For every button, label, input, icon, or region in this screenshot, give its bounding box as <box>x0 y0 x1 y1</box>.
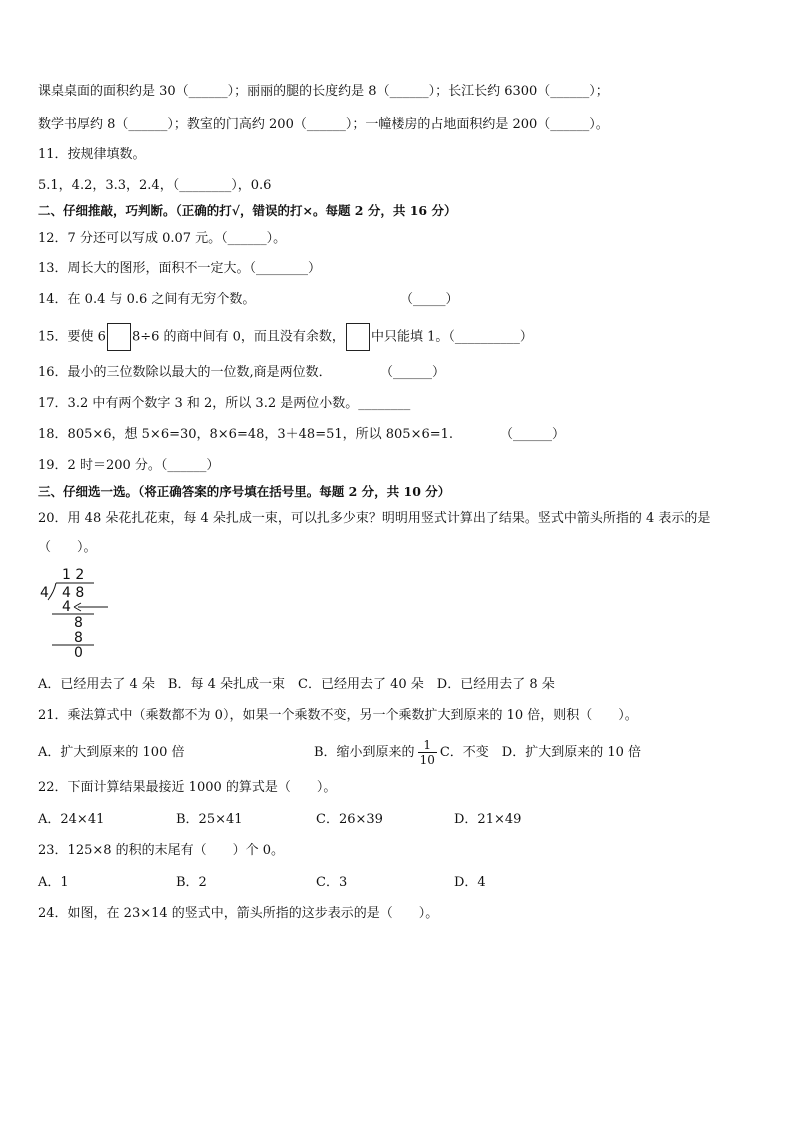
unit-fill-line-1: 课桌桌面的面积约是 30（______）；丽丽的腿的长度约是 8（______）；长江长约 6300（______）； <box>38 84 609 99</box>
question-19: 19．2 时＝200 分。（______） <box>38 458 220 473</box>
section-2-title: 二、仔细推敲，巧判断。（正确的打√，错误的打×。每题 2 分，共 16 分） <box>38 203 457 218</box>
division-lines <box>36 566 116 662</box>
question-21-options-cd: C．不变 D．扩大到原来的 10 倍 <box>439 745 642 760</box>
division-step-3: 8 <box>74 630 83 646</box>
question-15-part-a: 15．要使 6 <box>38 329 106 345</box>
question-15 <box>38 323 533 352</box>
question-20: 20．用 48 朵花扎花束，每 4 朵扎成一束，可以扎多少束？明明用竖式计算出了结果。竖式中箭头所指的 4 表示的是 <box>38 511 711 526</box>
fraction-denominator: 10 <box>419 753 435 767</box>
division-step-2: 8 <box>74 615 83 631</box>
question-16-blank: （______） <box>380 365 446 380</box>
division-divisor: 4 <box>40 585 49 601</box>
digit-box <box>107 323 131 351</box>
division-remainder: 0 <box>74 645 83 661</box>
question-16: 16．最小的三位数除以最大的一位数,商是两位数． <box>38 365 332 380</box>
question-15-part-b: 8÷6 的商中间有 0，而且没有余数， <box>131 329 345 345</box>
fraction <box>418 738 437 767</box>
question-22-option-b: B．25×41 <box>176 812 243 827</box>
question-12: 12．7 分还可以写成 0.07 元。（______）。 <box>38 231 287 246</box>
question-14: 14．在 0.4 与 0.6 之间有无穷个数。 <box>38 292 256 307</box>
question-22-option-c: C．26×39 <box>316 812 383 827</box>
digit-box <box>346 323 370 351</box>
question-23-option-a: A．1 <box>38 875 69 890</box>
fraction-numerator: 1 <box>418 738 437 753</box>
question-11: 11．按规律填数。 <box>38 147 146 162</box>
question-18-blank: （______） <box>500 427 566 442</box>
question-22: 22．下面计算结果最接近 1000 的算式是（ ）。 <box>38 780 337 795</box>
question-20-options: A．已经用去了 4 朵 B．每 4 朵扎成一束 C．已经用去了 40 朵 D．已经用去了 8 朵 <box>38 677 555 692</box>
long-division-figure <box>36 566 116 662</box>
division-step-1: 4 <box>62 599 71 615</box>
unit-fill-line-2: 数学书厚约 8（______）；教室的门高约 200（______）；一幢楼房的占地面积约是 200（______）。 <box>38 117 609 132</box>
question-21-option-b-text: B．缩小到原来的 <box>314 745 415 760</box>
question-21-option-a: A．扩大到原来的 100 倍 <box>38 745 185 760</box>
question-14-blank: （_____） <box>400 292 459 307</box>
question-13: 13．周长大的图形，面积不一定大。（________） <box>38 261 322 276</box>
section-3-title: 三、仔细选一选。（将正确答案的序号填在括号里。每题 2 分，共 10 分） <box>38 484 451 499</box>
question-23-option-c: C．3 <box>316 875 348 890</box>
question-15-part-c: 中只能填 1。（__________） <box>370 329 533 345</box>
question-22-option-d: D．21×49 <box>454 812 522 827</box>
question-24: 24．如图，在 23×14 的竖式中，箭头所指的这步表示的是（ ）。 <box>38 906 439 921</box>
question-17: 17．3.2 中有两个数字 3 和 2，所以 3.2 是两位小数。________ <box>38 396 411 411</box>
question-20-paren: （ ）。 <box>38 540 97 555</box>
division-dividend: 4 8 <box>62 585 85 601</box>
question-11-sequence: 5.1，4.2，3.3，2.4，（________），0.6 <box>38 178 272 193</box>
question-18: 18．805×6，想 5×6=30，8×6=48，3＋48=51，所以 805×6=1. <box>38 427 454 442</box>
question-21: 21．乘法算式中（乘数都不为 0），如果一个乘数不变，另一个乘数扩大到原来的 10 倍，则积（ ）。 <box>38 708 638 723</box>
question-23: 23．125×8 的积的末尾有（ ）个 0。 <box>38 843 285 858</box>
question-22-option-a: A．24×41 <box>38 812 105 827</box>
question-23-option-b: B．2 <box>176 875 207 890</box>
question-21-option-b <box>314 733 641 773</box>
division-quotient: 1 2 <box>62 567 85 583</box>
question-23-option-d: D．4 <box>454 875 486 890</box>
